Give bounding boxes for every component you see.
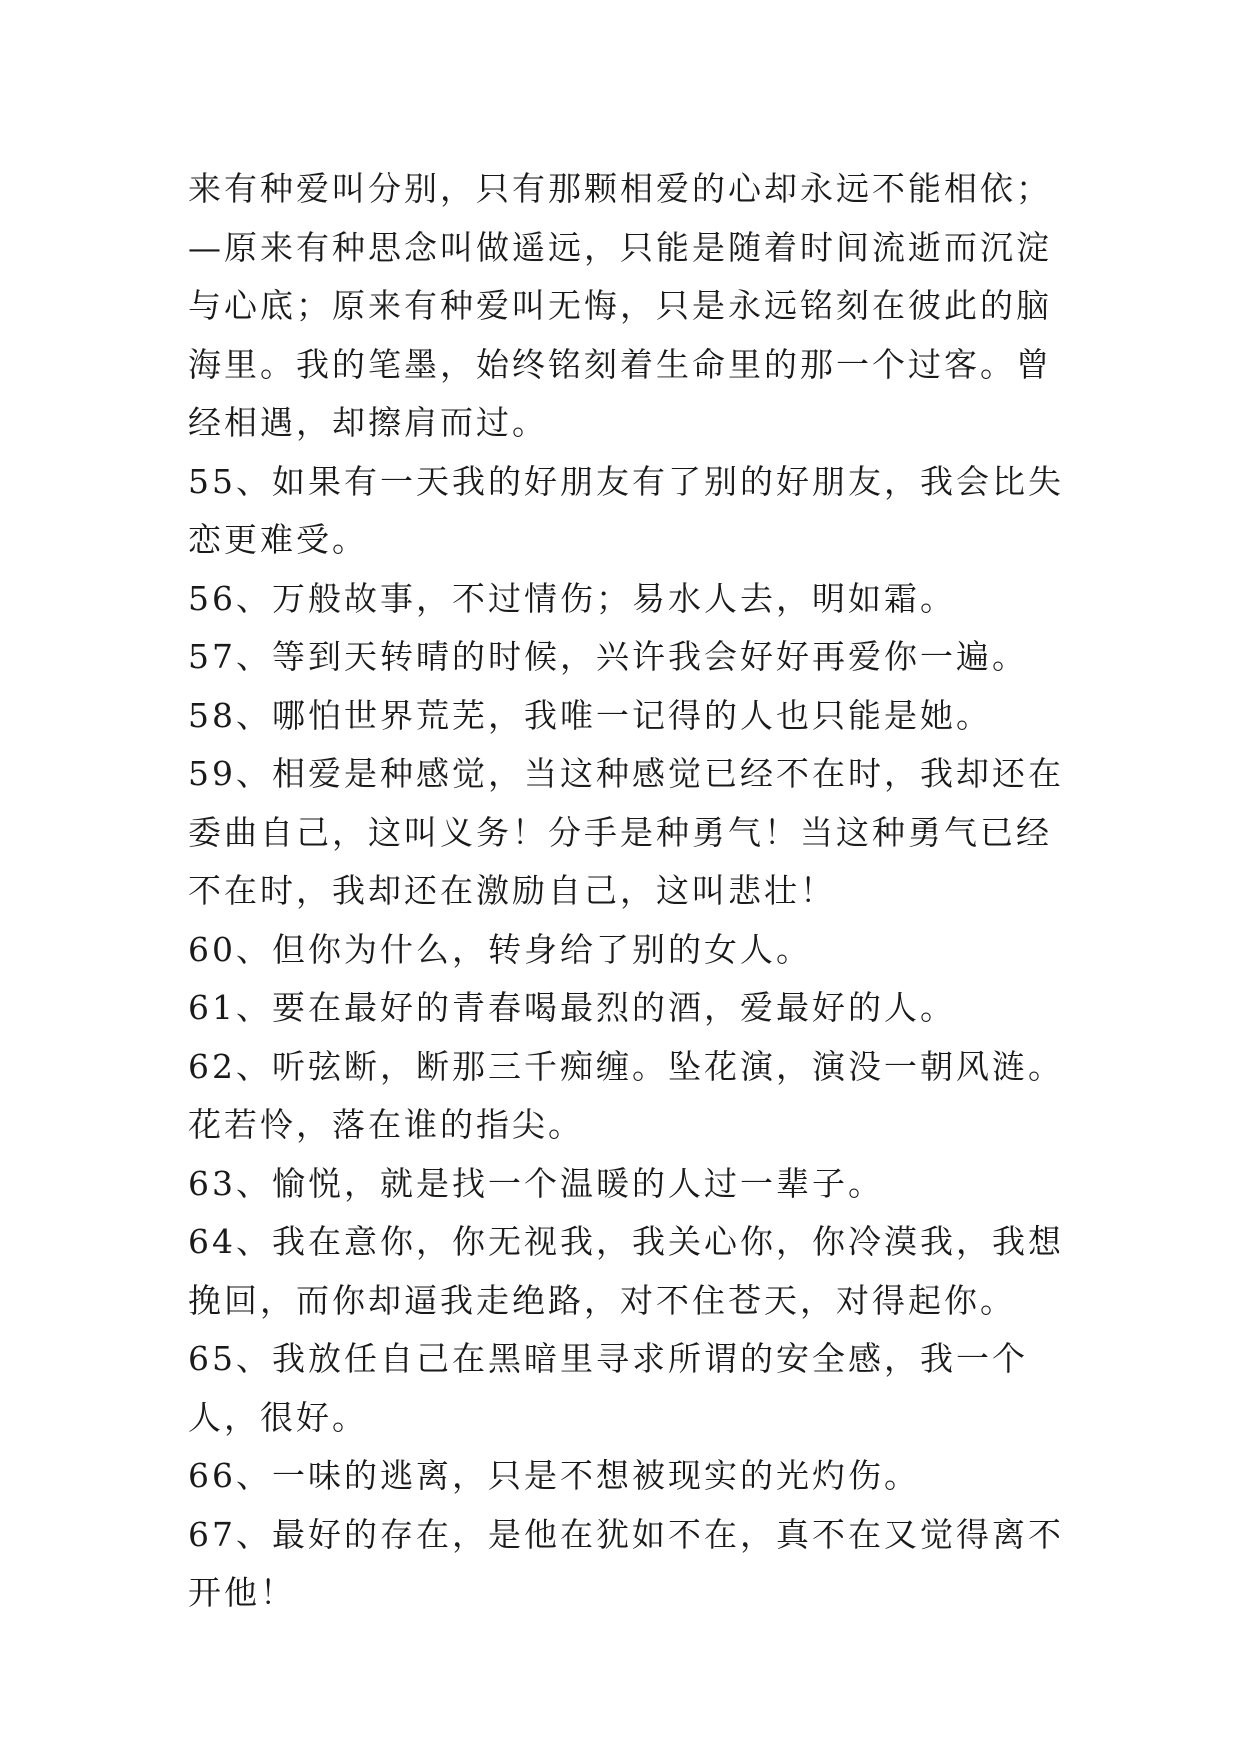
list-item-58: 58、哪怕世界荒芜，我唯一记得的人也只能是她。 — [188, 695, 992, 735]
list-item-65: 65、我放任自己在黑暗里寻求所谓的安全感，我一个人，很好。 — [188, 1339, 1028, 1437]
list-item-66: 66、一味的逃离，只是不想被现实的光灼伤。 — [188, 1456, 920, 1495]
list-item-62: 62、听弦断，断那三千痴缠。坠花演，演没一朝风涟。花若怜，落在谁的指尖。 — [188, 1046, 1064, 1144]
list-item-56: 56、万般故事，不过情伤；易水人去，明如霜。 — [188, 578, 956, 618]
list-item-59: 59、相爱是种感觉，当这种感觉已经不在时，我却还在委曲自己，这叫义务！分手是种勇气！当这种勇气已经不在时，我却还在激励自己，这叫悲壮！ — [188, 754, 1064, 910]
list-item-67: 67、最好的存在，是他在犹如不在，真不在又觉得离不开他！ — [188, 1514, 1064, 1612]
paragraph-continuation: 来有种爱叫分别，只有那颗相爱的心却永远不能相依；—原来有种思念叫做遥远，只能是随着时间流逝而沉淀与心底；原来有种爱叫无悔，只是永远铭刻在彼此的脑海里。我的笔墨，始终铭刻着生命里的那一个过客。曾经相遇，却擦肩而过。 — [188, 169, 1052, 442]
list-item-60: 60、但你为什么，转身给了别的女人。 — [188, 929, 812, 969]
list-item-55: 55、如果有一天我的好朋友有了别的好朋友，我会比失恋更难受。 — [188, 461, 1064, 559]
list-item-63: 63、愉悦，就是找一个温暖的人过一辈子。 — [188, 1163, 884, 1203]
list-item-64: 64、我在意你，你无视我，我关心你，你冷漠我，我想挽回，而你却逼我走绝路，对不住苍天，对得起你。 — [188, 1222, 1064, 1320]
list-item-57: 57、等到天转晴的时候，兴许我会好好再爱你一遍。 — [188, 637, 1028, 676]
list-item-61: 61、要在最好的青春喝最烈的酒，爱最好的人。 — [188, 988, 956, 1027]
document-body — [188, 160, 1068, 1623]
